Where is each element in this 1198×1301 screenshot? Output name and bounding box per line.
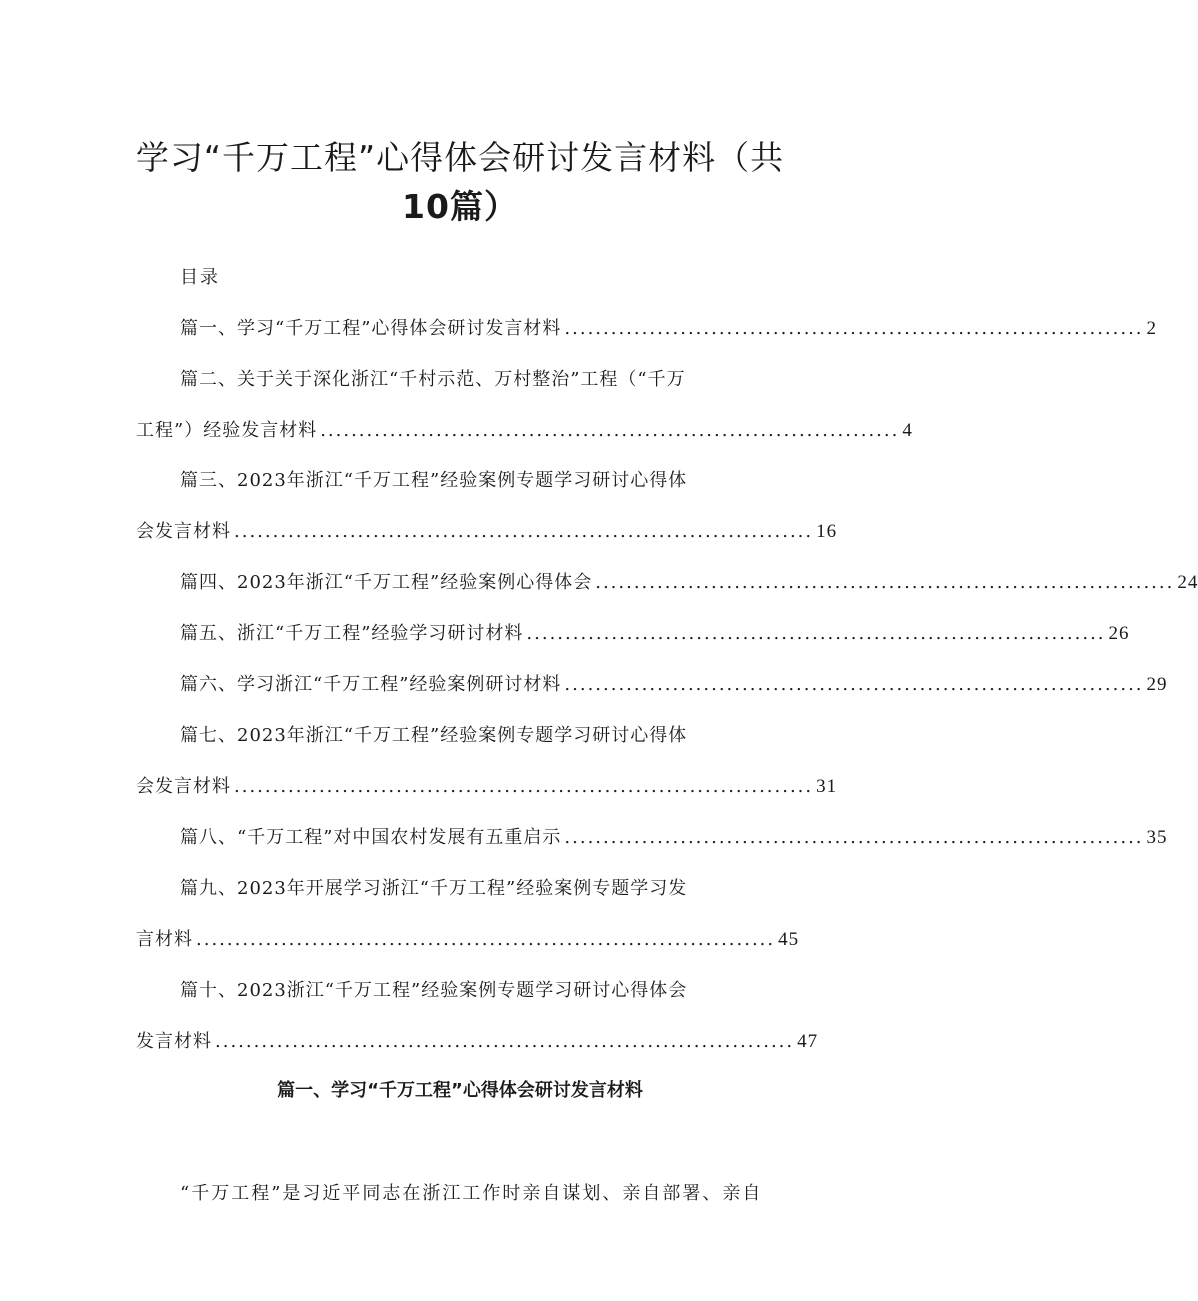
toc-entry-title-line1[interactable]: 篇九、2023年开展学习浙江“千万工程”经验案例专题学习发 [180,878,688,899]
document-title-line1: 学习“千万工程”心得体会研讨发言材料（共 [135,138,785,177]
toc-leader-dots: ........................................................................... [215,1031,795,1052]
toc-entry-title: 篇六、学习浙江“千万工程”经验案例研讨材料 [180,674,562,695]
toc-entry[interactable] [136,926,800,954]
toc-entry[interactable] [180,569,1198,597]
toc-entry-title-line1[interactable]: 篇三、2023年浙江“千万工程”经验案例专题学习研讨心得体 [180,470,688,491]
toc-entry-title: 会发言材料 [136,776,231,797]
body-paragraph: “千万工程”是习近平同志在浙江工作时亲自谋划、亲自部署、亲自 [180,1183,763,1204]
toc-page-number: 4 [902,420,913,441]
toc-entry-title: 会发言材料 [136,521,231,542]
toc-entry-title: 言材料 [136,929,193,950]
toc-page-number: 45 [778,929,800,950]
toc-entry-title: 篇四、2023年浙江“千万工程”经验案例心得体会 [180,572,593,593]
document-title-line2: 10篇） [402,187,518,226]
toc-entry[interactable] [180,620,1130,648]
toc-entry-title: 发言材料 [136,1031,212,1052]
toc-entry-title-line1[interactable]: 篇七、2023年浙江“千万工程”经验案例专题学习研讨心得体 [180,725,688,746]
toc-leader-dots: ........................................................................... [564,318,1144,339]
toc-heading: 目录 [180,267,220,288]
toc-page-number: 47 [797,1031,819,1052]
toc-leader-dots: ........................................................................... [320,420,900,441]
toc-leader-dots: ........................................................................... [234,521,814,542]
toc-page-number: 24 [1177,572,1198,593]
toc-page-number: 35 [1146,827,1168,848]
toc-leader-dots: ........................................................................... [196,929,776,950]
toc-entry-title: 篇五、浙江“千万工程”经验学习研讨材料 [180,623,524,644]
toc-leader-dots: ........................................................................... [564,674,1144,695]
toc-entry[interactable] [136,1028,819,1056]
toc-page-number: 2 [1146,318,1158,339]
toc-page-number: 29 [1146,674,1168,695]
toc-leader-dots: ........................................................................... [234,776,814,797]
toc-page-number: 31 [816,776,838,797]
toc-leader-dots: ........................................................................... [526,623,1106,644]
toc-leader-dots: ........................................................................... [595,572,1175,593]
toc-page-number: 26 [1108,623,1130,644]
toc-entry[interactable] [180,671,1168,699]
toc-page-number: 16 [816,521,838,542]
toc-entry-title: 篇八、“千万工程”对中国农村发展有五重启示 [180,827,562,848]
toc-entry-title-line1[interactable]: 篇二、关于关于深化浙江“千村示范、万村整治”工程（“千万 [180,369,686,390]
toc-entry-title: 篇一、学习“千万工程”心得体会研讨发言材料 [180,318,562,339]
toc-entry[interactable] [136,773,838,801]
toc-entry[interactable] [180,315,1158,343]
toc-leader-dots: ........................................................................... [564,827,1144,848]
toc-entry-title: 工程”）经验发言材料 [136,420,318,441]
toc-entry[interactable] [180,824,1168,852]
toc-entry-title-line1[interactable]: 篇十、2023浙江“千万工程”经验案例专题学习研讨心得体会 [180,980,688,1001]
toc-entry[interactable] [136,518,838,546]
section-heading: 篇一、学习“千万工程”心得体会研讨发言材料 [277,1080,643,1101]
toc-entry[interactable] [136,417,913,445]
